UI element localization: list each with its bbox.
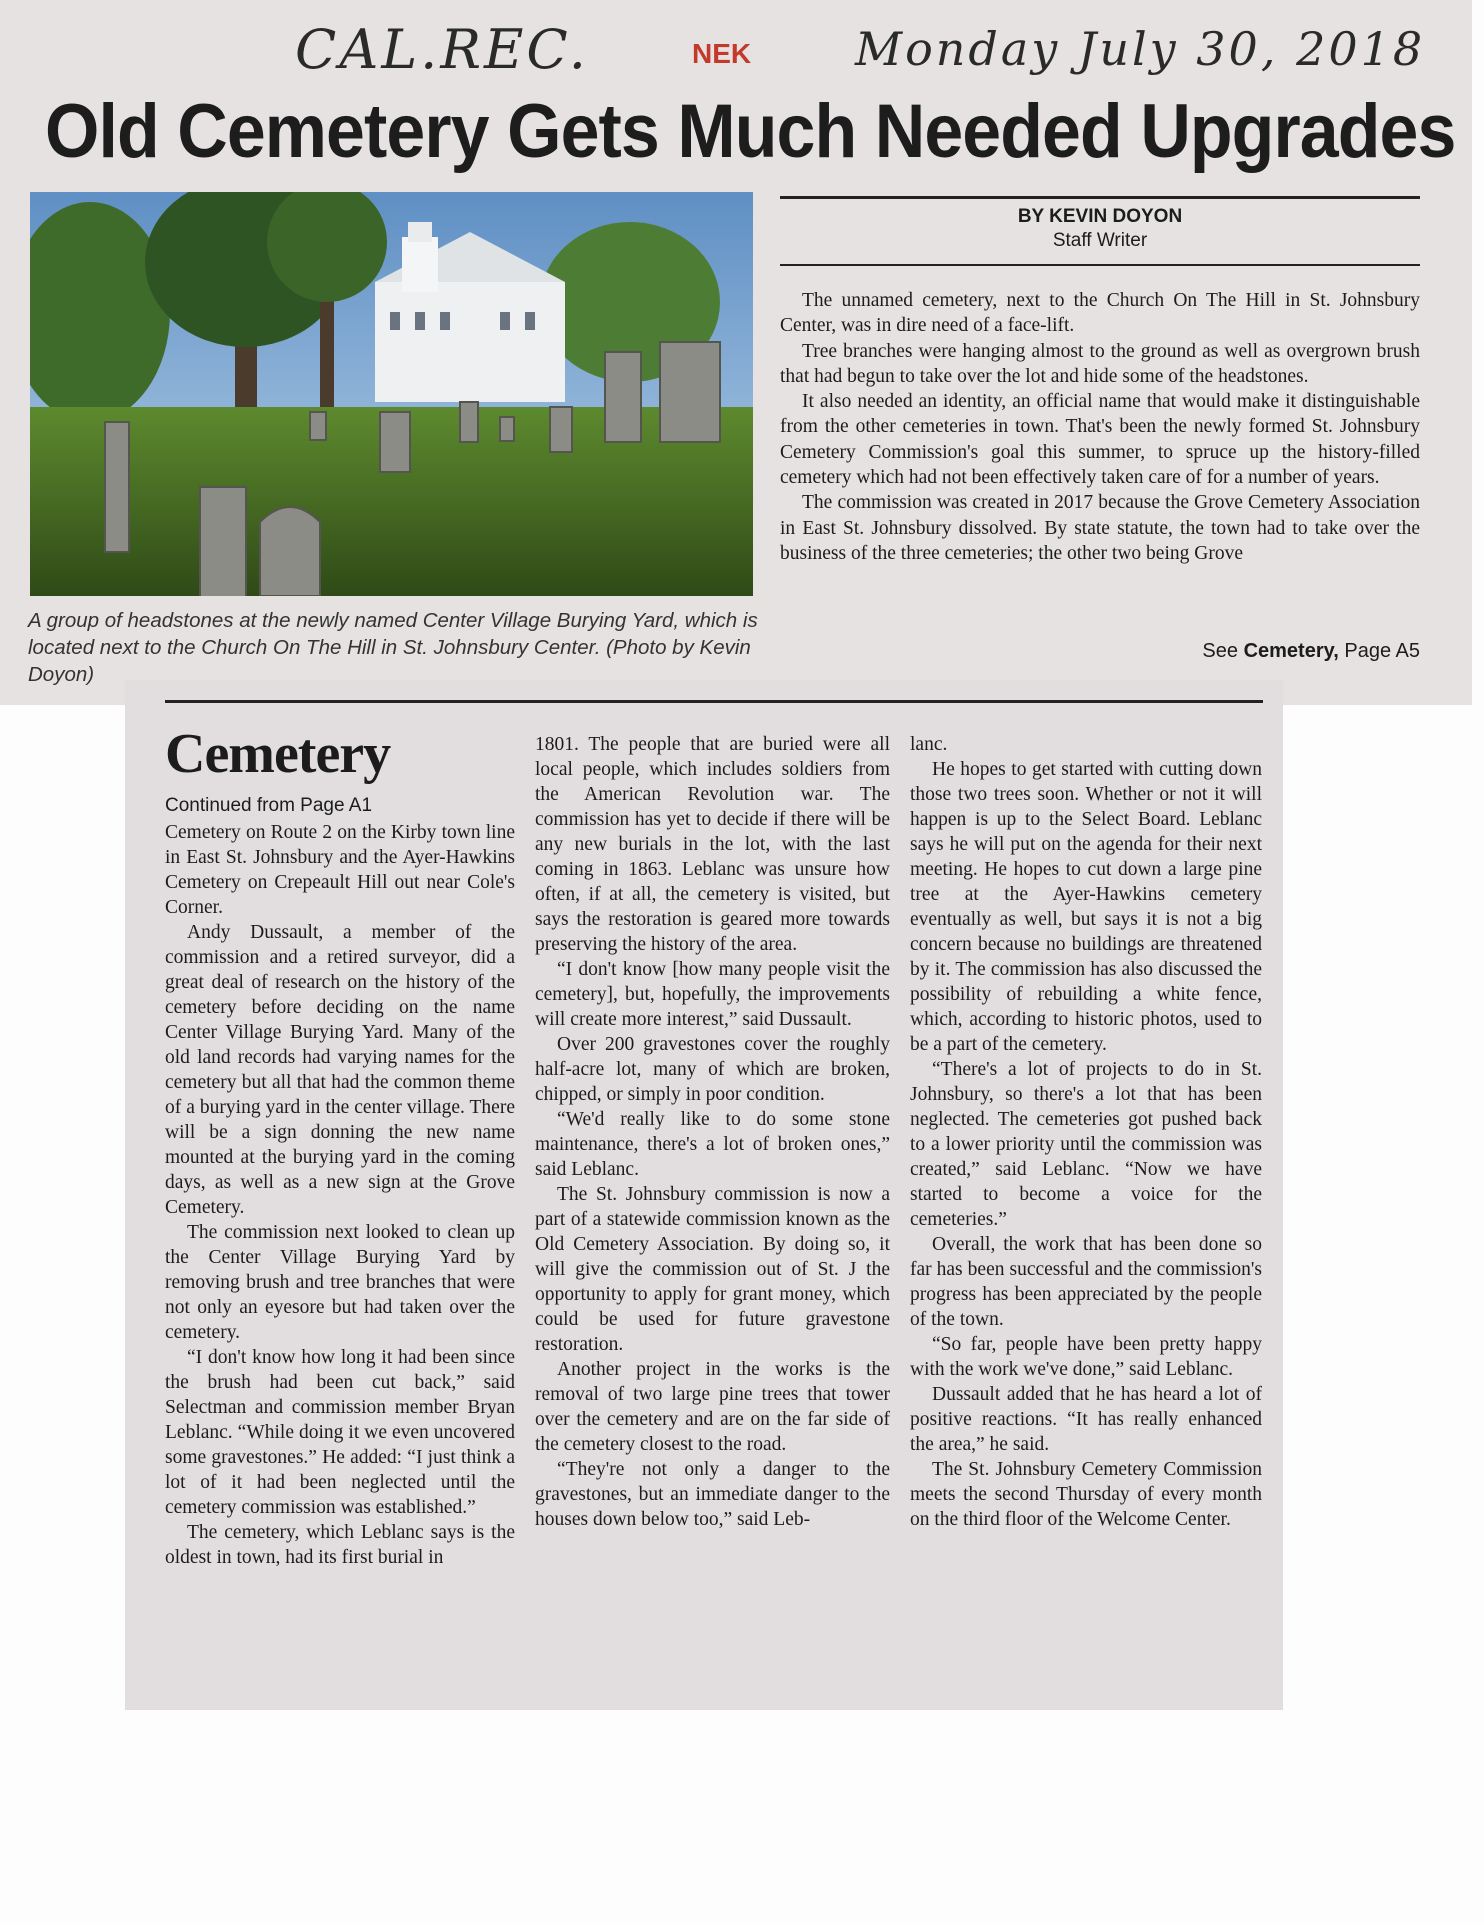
byline-role: Staff Writer — [1052, 230, 1148, 251]
byline-name: BY KEVIN DOYON — [1017, 206, 1183, 227]
column-paragraph: Another project in the works is the removal of two large pine trees that tower over the cemetery and are on the far side of the cemetery closest to the road. — [535, 1359, 890, 1455]
column-paragraph: “There's a lot of projects to do in St. Johnsbury, so there's a lot that has been neglected. The cemeteries got pushed back to a lower priority until the commission was created,” said Leblanc. “Now we have started to become a voice for the cemeteries.” — [910, 1059, 1262, 1230]
column-paragraph: 1801. The people that are buried were all local people, which includes soldiers from the American Revolution war. The commission has yet to decide if there will be any new burials in the lot, with the last coming in 1863. Leblanc was unsure how often, if at all, the cemetery is visited, but says the restoration is geared more towards preserving the history of the area. — [535, 734, 890, 955]
column-paragraph: “I don't know how long it had been since the brush had been cut back,” said Selectman and commission member Bryan Leblanc. “While doing it we even uncovered some gravestones.” He added: “I just think a lot of it had been neglected until the cemetery commission was established.” — [165, 1347, 515, 1518]
jump-prefix: See — [1202, 640, 1239, 662]
cemetery-photo-illustration — [30, 192, 753, 596]
lead-paragraph: The unnamed cemetery, next to the Church On The Hill in St. Johnsbury Center, was in dire need of a face-lift. — [780, 290, 1420, 337]
column-paragraph: Cemetery on Route 2 on the Kirby town line in East St. Johnsbury and the Ayer-Hawkins Cemetery on Crepeault Hill out near Cole's Corner. — [165, 822, 515, 918]
column-paragraph: “I don't know [how many people visit the cemetery], but, hopefully, the improvements will create more interest,” said Dussault. — [535, 959, 890, 1030]
section-label: NEK — [692, 38, 752, 69]
photo-caption: A group of headstones at the newly named Center Village Burying Yard, which is located next to the Church On The Hill in St. Johnsbury Center. (Photo by Kevin Doyon) — [28, 609, 758, 686]
lead-story — [780, 288, 1420, 566]
column-paragraph: The cemetery, which Leblanc says is the oldest in town, had its first burial in — [165, 1522, 515, 1568]
column-paragraph: The commission next looked to clean up the Center Village Burying Yard by removing brush and tree branches that were not only an eyesore but had taken over the cemetery. — [165, 1222, 515, 1343]
column-3 — [910, 732, 1262, 1532]
column-paragraph: The St. Johnsbury commission is now a part of a statewide commission known as the Old Cemetery Association. By doing so, it will give the commission out of St. J the opportunity to apply for grant money, which could be used for future gravestone restoration. — [535, 1184, 890, 1355]
column-paragraph: “So far, people have been pretty happy with the work we've done,” said Leblanc. — [910, 1334, 1262, 1380]
byline-top-rule — [780, 196, 1420, 199]
cemetery-photo — [30, 192, 753, 596]
column-paragraph: “They're not only a danger to the gravestones, but an immediate danger to the houses down below too,” said Leb- — [535, 1459, 890, 1530]
column-paragraph: Overall, the work that has been done so far has been successful and the commission's progress has been appreciated by the people of the town. — [910, 1234, 1262, 1330]
column-1 — [165, 820, 515, 1570]
column-paragraph: lanc. — [910, 734, 948, 755]
column-2 — [535, 732, 890, 1532]
jump-page: Page A5 — [1344, 640, 1420, 662]
column-paragraph: The St. Johnsbury Cemetery Commission meets the second Thursday of every month on the third floor of the Welcome Center. — [910, 1459, 1262, 1530]
lead-paragraph: Tree branches were hanging almost to the ground as well as overgrown brush that had begun to take over the lot and hide some of the headstones. — [780, 340, 1420, 387]
lead-paragraph: The commission was created in 2017 because the Grove Cemetery Association in East St. Johnsbury dissolved. By state statute, the town had to take over the business of the three cemeteries; the other two being Grove — [780, 492, 1420, 564]
jump-line — [1100, 640, 1420, 663]
byline — [780, 205, 1420, 253]
continuation-subtitle: Continued from Page A1 — [165, 795, 373, 816]
handwritten-date-note: Monday July 30, 2018 — [855, 22, 1426, 76]
column-paragraph: He hopes to get started with cutting down those two trees soon. Whether or not it will happen is up to the Select Board. Leblanc says he will put on the agenda for their next meeting. He hopes to cut down a large pine tree at the Ayer-Hawkins cemetery eventually as well, but says it is not a big concern because no buildings are threatened by it. The commission has also discussed the possibility of rebuilding a white fence, which, according to historic photos, used to be a part of the cemetery. — [910, 759, 1262, 1055]
column-paragraph: Dussault added that he has heard a lot of positive reactions. “It has really enhanced the area,” he said. — [910, 1384, 1262, 1455]
lead-paragraph: It also needed an identity, an official name that would make it distinguishable from the other cemeteries in town. That's been the newly formed St. Johnsbury Cemetery Commission's goal this summer, to spruce up the history-filled cemetery which had not been effectively taken care of for a number of years. — [780, 391, 1420, 489]
column-paragraph: “We'd really like to do some stone maintenance, there's a lot of broken ones,” said Leblanc. — [535, 1109, 890, 1180]
jump-word: Cemetery, — [1243, 640, 1339, 662]
column-paragraph: Andy Dussault, a member of the commission and a retired surveyor, did a great deal of research on the history of the cemetery before deciding on the name Center Village Burying Yard. Many of the old land records had varying names for the cemetery but all that had the common theme of a burying yard in the center village. There will be a sign donning the new name mounted at the burying yard in the coming days, as well as a new sign at the Grove Cemetery. — [165, 922, 515, 1218]
continuation-title: Cemetery — [165, 723, 391, 785]
handwritten-source-note: CAL.REC. — [295, 18, 589, 81]
article-headline: Old Cemetery Gets Much Needed Upgrades — [45, 89, 1456, 174]
column-paragraph: Over 200 gravestones cover the roughly half-acre lot, many of which are broken, chipped, or simply in poor condition. — [535, 1034, 890, 1105]
continuation-top-rule — [165, 700, 1263, 703]
byline-bottom-rule — [780, 264, 1420, 266]
